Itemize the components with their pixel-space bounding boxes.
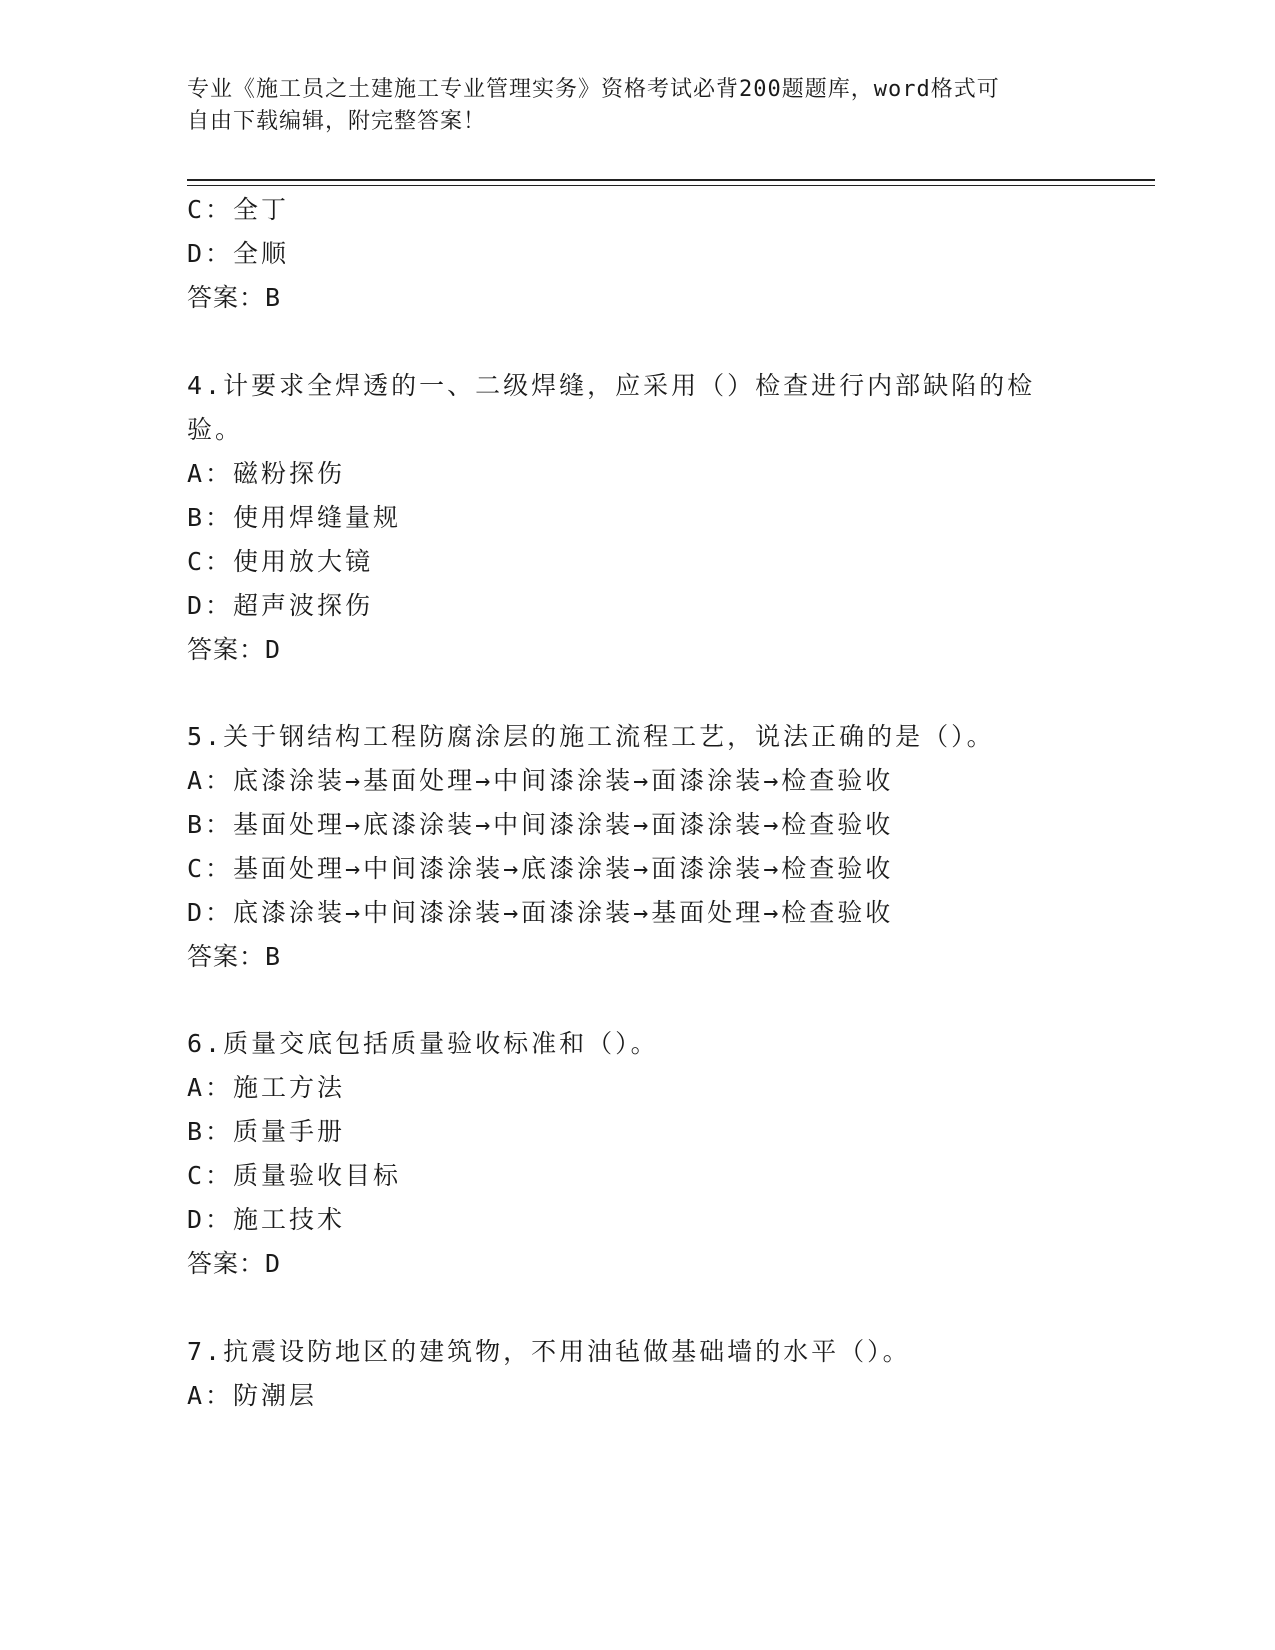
- header-divider-thin: [187, 185, 1155, 186]
- q5-answer: 答案：B: [187, 942, 282, 971]
- q3-option-d: D：全顺: [187, 239, 290, 268]
- q5-option-b: B：基面处理→底漆涂装→中间漆涂装→面漆涂装→检查验收: [187, 810, 894, 839]
- q6-option-c: C：质量验收目标: [187, 1161, 402, 1190]
- q6-option-b: B：质量手册: [187, 1117, 346, 1146]
- q4-stem-line-1: 4.计要求全焊透的一、二级焊缝，应采用（）检查进行内部缺陷的检: [187, 371, 1036, 400]
- q4-option-a: A：磁粉探伤: [187, 459, 346, 488]
- q5-stem: 5.关于钢结构工程防腐涂层的施工流程工艺，说法正确的是（）。: [187, 722, 995, 751]
- header-line-2: 自由下载编辑，附完整答案！: [187, 109, 487, 134]
- q7-stem: 7.抗震设防地区的建筑物，不用油毡做基础墙的水平（）。: [187, 1337, 911, 1366]
- header-divider-thick: [187, 179, 1155, 181]
- q4-option-c: C：使用放大镜: [187, 547, 374, 576]
- q4-option-b: B：使用焊缝量规: [187, 503, 402, 532]
- q4-option-d: D：超声波探伤: [187, 591, 374, 620]
- q6-option-a: A：施工方法: [187, 1073, 346, 1102]
- q4-answer: 答案：D: [187, 635, 282, 664]
- document-header: [187, 74, 1087, 138]
- q4-stem-line-2: 验。: [187, 415, 244, 444]
- q6-answer: 答案：D: [187, 1249, 282, 1278]
- q6-stem: 6.质量交底包括质量验收标准和（）。: [187, 1029, 659, 1058]
- q3-option-c: C：全丁: [187, 195, 290, 224]
- q5-option-a: A：底漆涂装→基面处理→中间漆涂装→面漆涂装→检查验收: [187, 766, 894, 795]
- q7-option-a: A：防潮层: [187, 1381, 318, 1410]
- q3-answer: 答案：B: [187, 283, 282, 312]
- q6-option-d: D：施工技术: [187, 1205, 346, 1234]
- q5-option-c: C：基面处理→中间漆涂装→底漆涂装→面漆涂装→检查验收: [187, 854, 894, 883]
- header-line-1: 专业《施工员之土建施工专业管理实务》资格考试必背200题题库，word格式可: [187, 77, 1000, 102]
- q5-option-d: D：底漆涂装→中间漆涂装→面漆涂装→基面处理→检查验收: [187, 898, 894, 927]
